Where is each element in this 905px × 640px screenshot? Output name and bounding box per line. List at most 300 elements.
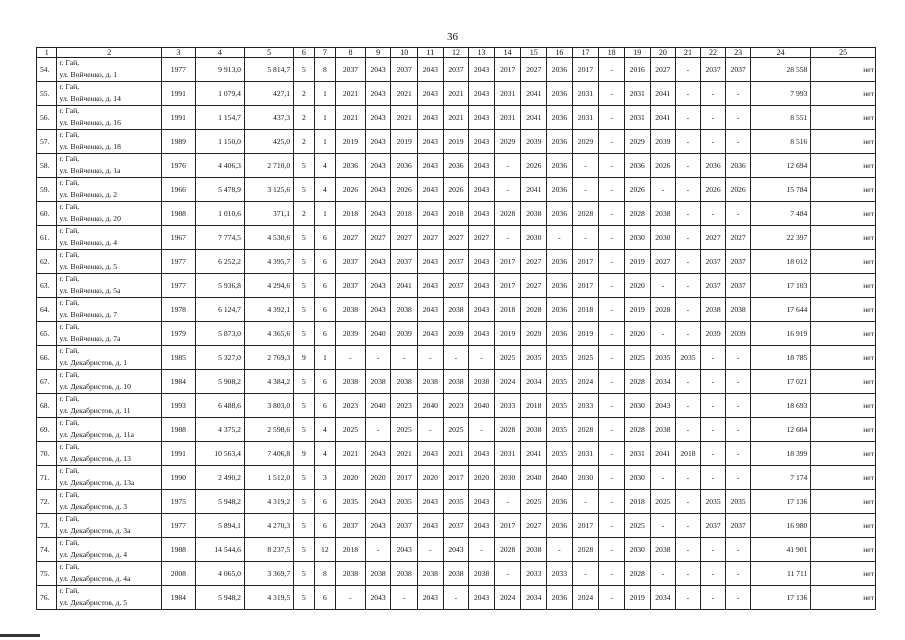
table-cell: 1993 <box>161 394 195 418</box>
table-cell: 2038 <box>469 370 495 394</box>
address-street: ул. Войченко, д. 7а <box>59 334 121 343</box>
address-city: г. Гай, <box>59 490 80 499</box>
table-cell: 2035 <box>521 346 547 370</box>
address-cell <box>57 202 161 226</box>
table-cell: 2035 <box>391 490 418 514</box>
table-cell: 2043 <box>391 538 418 562</box>
table-cell: 2029 <box>521 322 547 346</box>
table-cell: 2019 <box>572 322 599 346</box>
table-cell: 2036 <box>547 298 573 322</box>
table-row <box>37 58 876 82</box>
table-row <box>37 466 876 490</box>
table-cell: 1976 <box>161 154 195 178</box>
table-cell: 2025 <box>494 346 521 370</box>
table-cell: 1977 <box>161 274 195 298</box>
table-cell: - <box>726 370 751 394</box>
table-cell: 2025 <box>572 346 599 370</box>
table-cell: 18 012 <box>750 250 810 274</box>
table-cell: 12 604 <box>750 418 810 442</box>
table-cell: - <box>676 130 701 154</box>
table-cell: 2029 <box>624 130 650 154</box>
table-cell: 2038 <box>418 370 444 394</box>
table-cell: 2018 <box>443 202 469 226</box>
table-cell: нет <box>811 154 876 178</box>
address-cell <box>57 250 161 274</box>
table-cell: 2043 <box>365 202 391 226</box>
table-cell: 2036 <box>547 250 573 274</box>
table-cell: 1 <box>314 202 336 226</box>
table-cell: 2028 <box>494 202 521 226</box>
table-cell: 2025 <box>521 490 547 514</box>
table-cell: 3 125,6 <box>244 178 293 202</box>
table-cell: 11 711 <box>750 562 810 586</box>
address-city: г. Гай, <box>59 298 80 307</box>
address-city: г. Гай, <box>59 346 80 355</box>
table-cell: 2043 <box>365 490 391 514</box>
table-cell: - <box>494 490 521 514</box>
table-cell: 2038 <box>443 298 469 322</box>
address-city: г. Гай, <box>59 394 80 403</box>
table-cell: - <box>700 466 726 490</box>
table-cell: 2031 <box>494 82 521 106</box>
table-cell: 2017 <box>494 250 521 274</box>
address-city: г. Гай, <box>59 586 80 595</box>
table-cell: 4 <box>314 154 336 178</box>
table-cell: 2038 <box>726 298 751 322</box>
row-number: 58. <box>37 154 57 178</box>
table-cell: 2036 <box>547 322 573 346</box>
table-cell: - <box>572 562 599 586</box>
table-cell: 17 136 <box>750 490 810 514</box>
table-cell: 2016 <box>624 58 650 82</box>
table-cell: - <box>700 82 726 106</box>
column-number-header: 16 <box>547 48 573 58</box>
table-cell: 5 478,9 <box>195 178 244 202</box>
table-cell: 12 694 <box>750 154 810 178</box>
table-cell: 2028 <box>494 538 521 562</box>
table-cell: - <box>494 178 521 202</box>
page-edge-mark <box>0 634 40 637</box>
table-cell: 2 <box>294 82 314 106</box>
table-cell: - <box>599 82 625 106</box>
row-number: 70. <box>37 442 57 466</box>
table-cell: 28 558 <box>750 58 810 82</box>
table-cell: - <box>726 106 751 130</box>
table-cell: 6 488,6 <box>195 394 244 418</box>
address-street: ул. Войченко, д. 2 <box>59 190 118 199</box>
address-cell <box>57 226 161 250</box>
table-cell: 9 <box>294 442 314 466</box>
table-cell: 2018 <box>572 298 599 322</box>
table-cell: 2036 <box>547 82 573 106</box>
table-cell: 16 919 <box>750 322 810 346</box>
table-cell: нет <box>811 538 876 562</box>
row-number: 62. <box>37 250 57 274</box>
table-cell: 1 <box>314 106 336 130</box>
address-city: г. Гай, <box>59 226 80 235</box>
table-row <box>37 178 876 202</box>
table-cell: - <box>726 82 751 106</box>
table-cell: - <box>700 130 726 154</box>
table-cell: 2041 <box>650 82 676 106</box>
table-cell: - <box>676 514 701 538</box>
table-cell: - <box>676 202 701 226</box>
table-cell: 3 803,0 <box>244 394 293 418</box>
table-row <box>37 274 876 298</box>
column-number-header: 4 <box>195 48 244 58</box>
table-cell: 2037 <box>726 274 751 298</box>
table-cell: 22 397 <box>750 226 810 250</box>
address-cell <box>57 346 161 370</box>
table-cell: 2037 <box>443 58 469 82</box>
table-cell: 1977 <box>161 514 195 538</box>
table-row <box>37 82 876 106</box>
table-cell: 2027 <box>521 514 547 538</box>
table-cell: 2026 <box>624 178 650 202</box>
table-cell: 2043 <box>418 442 444 466</box>
table-cell: 2018 <box>336 202 366 226</box>
table-cell: - <box>443 346 469 370</box>
table-cell: 2018 <box>336 538 366 562</box>
table-cell: 2043 <box>418 490 444 514</box>
table-cell: 4 294,6 <box>244 274 293 298</box>
table-cell: - <box>599 562 625 586</box>
table-cell: 2018 <box>521 394 547 418</box>
table-cell: 2040 <box>365 394 391 418</box>
address-street: ул. Войченко, д. 18 <box>59 142 121 151</box>
address-cell <box>57 322 161 346</box>
table-cell: 1975 <box>161 490 195 514</box>
row-number: 67. <box>37 370 57 394</box>
address-cell <box>57 538 161 562</box>
table-cell: нет <box>811 58 876 82</box>
row-number: 71. <box>37 466 57 490</box>
table-cell: 2041 <box>521 106 547 130</box>
table-cell: - <box>676 370 701 394</box>
table-cell: 2021 <box>443 106 469 130</box>
table-cell: - <box>599 322 625 346</box>
table-cell: 2037 <box>443 274 469 298</box>
address-cell <box>57 58 161 82</box>
table-cell: 2037 <box>726 514 751 538</box>
address-cell <box>57 274 161 298</box>
column-number-header: 14 <box>494 48 521 58</box>
table-cell: 2019 <box>624 298 650 322</box>
address-cell <box>57 82 161 106</box>
table-cell: - <box>700 346 726 370</box>
column-number-header: 17 <box>572 48 599 58</box>
table-cell: 2043 <box>418 130 444 154</box>
table-cell: - <box>599 202 625 226</box>
table-cell: 2043 <box>365 58 391 82</box>
table-row <box>37 154 876 178</box>
table-cell: 4 <box>314 418 336 442</box>
table-cell: - <box>418 418 444 442</box>
table-row <box>37 106 876 130</box>
table-cell: 8 <box>314 58 336 82</box>
table-cell: 10 563,4 <box>195 442 244 466</box>
table-cell: 2027 <box>365 226 391 250</box>
table-cell: нет <box>811 346 876 370</box>
table-cell: 2037 <box>391 250 418 274</box>
table-cell: 2025 <box>624 346 650 370</box>
table-cell: - <box>676 82 701 106</box>
table-cell: - <box>599 418 625 442</box>
table-cell: 2008 <box>161 562 195 586</box>
table-cell: 2017 <box>443 466 469 490</box>
table-cell: - <box>469 418 495 442</box>
table-cell: 2043 <box>469 586 495 610</box>
table-cell: 17 021 <box>750 370 810 394</box>
table-cell: 2019 <box>391 130 418 154</box>
address-street: ул. Войченко, д. 16 <box>59 118 121 127</box>
table-cell: - <box>547 226 573 250</box>
address-city: г. Гай, <box>59 178 80 187</box>
table-cell: 4 384,2 <box>244 370 293 394</box>
table-cell: 2027 <box>336 226 366 250</box>
table-cell: 2043 <box>469 490 495 514</box>
table-cell: 18 693 <box>750 394 810 418</box>
table-cell: нет <box>811 490 876 514</box>
address-city: г. Гай, <box>59 514 80 523</box>
table-cell: 5 814,7 <box>244 58 293 82</box>
table-cell: 2017 <box>572 250 599 274</box>
table-cell: 2025 <box>391 418 418 442</box>
table-cell: 5 <box>294 466 314 490</box>
table-cell: 4 065,0 <box>195 562 244 586</box>
table-cell: 2037 <box>336 250 366 274</box>
table-cell: 2017 <box>494 58 521 82</box>
table-cell: 2026 <box>650 154 676 178</box>
row-number: 68. <box>37 394 57 418</box>
table-row <box>37 298 876 322</box>
table-cell: 2040 <box>469 394 495 418</box>
address-city: г. Гай, <box>59 418 80 427</box>
table-cell: 2037 <box>700 274 726 298</box>
table-cell: 1988 <box>161 202 195 226</box>
table-cell: 2027 <box>521 274 547 298</box>
table-cell: - <box>418 538 444 562</box>
table-cell: 2031 <box>624 82 650 106</box>
table-cell: 5 <box>294 418 314 442</box>
table-cell: 5 908,2 <box>195 370 244 394</box>
table-cell: - <box>676 106 701 130</box>
table-cell: 2043 <box>365 130 391 154</box>
table-cell: 2039 <box>336 322 366 346</box>
row-number: 69. <box>37 418 57 442</box>
table-cell: 2030 <box>624 466 650 490</box>
table-cell: 2037 <box>443 514 469 538</box>
table-cell: 4 <box>314 178 336 202</box>
table-cell: - <box>700 106 726 130</box>
table-cell: 6 <box>314 250 336 274</box>
table-cell: 2028 <box>624 562 650 586</box>
table-cell: 2035 <box>676 346 701 370</box>
address-street: ул. Войченко, д. 20 <box>59 214 121 223</box>
row-number: 76. <box>37 586 57 610</box>
table-cell: 5 <box>294 274 314 298</box>
table-cell: 1 150,0 <box>195 130 244 154</box>
table-cell: 2027 <box>650 250 676 274</box>
address-city: г. Гай, <box>59 442 80 451</box>
table-cell: - <box>676 226 701 250</box>
column-number-header: 23 <box>726 48 751 58</box>
table-cell: 6 <box>314 322 336 346</box>
table-cell: 2034 <box>650 586 676 610</box>
table-cell: 2043 <box>469 154 495 178</box>
table-cell: - <box>599 58 625 82</box>
table-cell: - <box>676 178 701 202</box>
column-number-header: 7 <box>314 48 336 58</box>
table-cell: 2041 <box>521 178 547 202</box>
table-cell: 2036 <box>547 514 573 538</box>
table-cell: 4 395,7 <box>244 250 293 274</box>
address-city: г. Гай, <box>59 274 80 283</box>
table-cell: 2028 <box>494 418 521 442</box>
address-street: ул. Войченко, д. 4 <box>59 238 118 247</box>
table-cell: 2043 <box>365 106 391 130</box>
table-cell: 2025 <box>650 490 676 514</box>
table-cell: 2038 <box>521 538 547 562</box>
table-cell: 2025 <box>443 418 469 442</box>
address-city: г. Гай, <box>59 562 80 571</box>
row-number: 60. <box>37 202 57 226</box>
address-city: г. Гай, <box>59 82 80 91</box>
table-cell: 2039 <box>521 130 547 154</box>
table-cell: нет <box>811 394 876 418</box>
table-cell: 1990 <box>161 466 195 490</box>
table-cell: 7 774,5 <box>195 226 244 250</box>
table-cell: 2038 <box>391 562 418 586</box>
table-cell: - <box>676 586 701 610</box>
table-cell: 2043 <box>418 106 444 130</box>
table-cell: 2043 <box>469 322 495 346</box>
table-cell: 2038 <box>365 562 391 586</box>
table-cell: - <box>700 562 726 586</box>
table-row <box>37 418 876 442</box>
table-cell: 2041 <box>391 274 418 298</box>
address-city: г. Гай, <box>59 130 80 139</box>
column-number-row <box>37 48 876 58</box>
table-cell: 2033 <box>521 562 547 586</box>
table-row <box>37 130 876 154</box>
address-street: ул. Декабристов, д. 13 <box>59 454 131 463</box>
table-cell: 9 <box>294 346 314 370</box>
table-cell: 2027 <box>521 58 547 82</box>
table-cell: 2035 <box>547 370 573 394</box>
table-cell: 2038 <box>336 562 366 586</box>
table-cell: 17 644 <box>750 298 810 322</box>
table-cell: 6 124,7 <box>195 298 244 322</box>
table-cell: 2036 <box>391 154 418 178</box>
table-cell: 2043 <box>418 58 444 82</box>
housing-register-table <box>36 47 876 610</box>
table-cell: 2036 <box>547 106 573 130</box>
table-cell: 6 <box>314 490 336 514</box>
table-cell: - <box>676 322 701 346</box>
table-cell: 17 136 <box>750 586 810 610</box>
table-cell: 2043 <box>418 586 444 610</box>
table-cell: 6 <box>314 586 336 610</box>
table-cell: 2043 <box>365 82 391 106</box>
table-cell: 2043 <box>469 274 495 298</box>
table-cell: - <box>599 130 625 154</box>
table-cell: 2 <box>294 202 314 226</box>
table-cell: 2020 <box>624 274 650 298</box>
table-cell: - <box>650 466 676 490</box>
table-cell: 2043 <box>469 514 495 538</box>
table-cell: 4 406,3 <box>195 154 244 178</box>
table-cell: 2021 <box>336 442 366 466</box>
table-cell: 1966 <box>161 178 195 202</box>
table-cell: 1991 <box>161 442 195 466</box>
table-cell: 2 710,0 <box>244 154 293 178</box>
table-row <box>37 370 876 394</box>
table-cell: 2036 <box>443 154 469 178</box>
address-street: ул. Декабристов, д. 1 <box>59 358 128 367</box>
table-cell: 1984 <box>161 370 195 394</box>
table-cell: 2035 <box>650 346 676 370</box>
table-cell: 2043 <box>469 442 495 466</box>
address-city: г. Гай, <box>59 58 80 67</box>
table-cell: 2027 <box>726 226 751 250</box>
address-city: г. Гай, <box>59 466 80 475</box>
table-cell: 2028 <box>572 202 599 226</box>
table-cell: 2 490,2 <box>195 466 244 490</box>
table-cell: 17 103 <box>750 274 810 298</box>
table-cell: нет <box>811 274 876 298</box>
table-cell: 2021 <box>391 82 418 106</box>
table-cell: 2029 <box>572 130 599 154</box>
table-cell: 2039 <box>443 322 469 346</box>
table-cell: 2035 <box>443 490 469 514</box>
table-cell: 2021 <box>443 442 469 466</box>
table-cell: 5 <box>294 154 314 178</box>
table-cell: - <box>676 394 701 418</box>
table-row <box>37 442 876 466</box>
table-cell: - <box>700 442 726 466</box>
table-cell: 5 <box>294 322 314 346</box>
address-street: ул. Войченко, д. 1а <box>59 166 121 175</box>
table-cell: 2027 <box>469 226 495 250</box>
table-cell: - <box>572 178 599 202</box>
table-cell: - <box>726 562 751 586</box>
table-cell: 2035 <box>547 442 573 466</box>
table-cell: - <box>650 514 676 538</box>
table-cell: 2019 <box>443 130 469 154</box>
table-cell: 8 237,5 <box>244 538 293 562</box>
table-cell: - <box>599 394 625 418</box>
table-cell: - <box>700 538 726 562</box>
table-row <box>37 226 876 250</box>
table-cell: 2041 <box>521 442 547 466</box>
table-cell: 2026 <box>443 178 469 202</box>
table-cell: 2 <box>294 130 314 154</box>
address-city: г. Гай, <box>59 370 80 379</box>
table-cell: 2026 <box>336 178 366 202</box>
table-cell: 2027 <box>418 226 444 250</box>
table-cell: - <box>676 538 701 562</box>
table-cell: 2021 <box>391 106 418 130</box>
table-row <box>37 346 876 370</box>
table-cell: 4 <box>314 442 336 466</box>
address-city: г. Гай, <box>59 154 80 163</box>
table-cell: 2043 <box>365 514 391 538</box>
table-cell: 427,1 <box>244 82 293 106</box>
address-city: г. Гай, <box>59 250 80 259</box>
address-street: ул. Войченко, д. 7 <box>59 310 118 319</box>
table-cell: нет <box>811 442 876 466</box>
